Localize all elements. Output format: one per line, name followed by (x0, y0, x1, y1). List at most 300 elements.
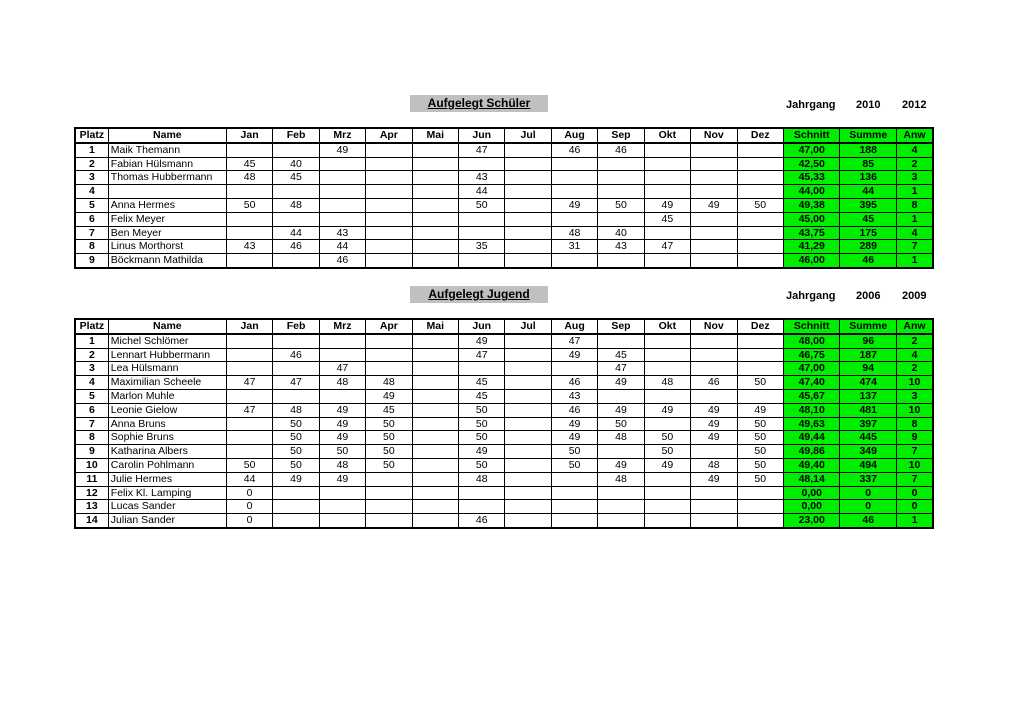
cell-jul (505, 171, 551, 185)
cell-mai (412, 403, 458, 417)
cell-summe: 395 (840, 198, 897, 212)
cell-dez (737, 240, 783, 254)
cell-dez (737, 362, 783, 376)
cell-mai (412, 334, 458, 348)
column-header-sep: Sep (598, 128, 644, 143)
cell-anw: 4 (896, 226, 933, 240)
cell-mrz (319, 486, 365, 500)
cell-dez: 50 (737, 431, 783, 445)
cell-sep (598, 514, 644, 528)
cell-name: Lennart Hubbermann (108, 348, 226, 362)
cell-platz: 9 (75, 254, 108, 268)
cell-dez: 50 (737, 458, 783, 472)
cell-summe: 96 (840, 334, 897, 348)
cell-summe: 44 (840, 185, 897, 199)
cell-nov (691, 389, 737, 403)
cell-mrz (319, 334, 365, 348)
cell-summe: 137 (840, 389, 897, 403)
cell-feb (273, 334, 319, 348)
cell-apr: 49 (366, 389, 412, 403)
cell-nov: 49 (691, 403, 737, 417)
cell-schnitt: 49,86 (783, 445, 840, 459)
cell-nov (691, 226, 737, 240)
table-row (75, 514, 933, 528)
cell-jun: 47 (459, 143, 505, 157)
cell-feb (273, 514, 319, 528)
cell-anw: 4 (896, 348, 933, 362)
cell-anw: 3 (896, 389, 933, 403)
cell-jul (505, 143, 551, 157)
cell-apr (366, 226, 412, 240)
cell-name: Thomas Hubbermann (108, 171, 226, 185)
cell-mai (412, 198, 458, 212)
cell-okt (644, 348, 690, 362)
cell-mai (412, 431, 458, 445)
cell-apr (366, 500, 412, 514)
cell-dez: 50 (737, 472, 783, 486)
cell-jul (505, 348, 551, 362)
table-row (75, 486, 933, 500)
table-header-row (75, 128, 933, 143)
cell-anw: 10 (896, 376, 933, 390)
cell-jun (459, 254, 505, 268)
cell-okt (644, 143, 690, 157)
column-header-summe: Summe (840, 128, 897, 143)
table-row (75, 417, 933, 431)
cell-dez: 50 (737, 376, 783, 390)
cell-mai (412, 226, 458, 240)
cell-aug: 46 (551, 403, 597, 417)
cell-schnitt: 41,29 (783, 240, 840, 254)
cell-mrz (319, 514, 365, 528)
cell-mrz: 43 (319, 226, 365, 240)
cell-name: Felix Kl. Lamping (108, 486, 226, 500)
cell-aug: 31 (551, 240, 597, 254)
cell-jul (505, 226, 551, 240)
table-row (75, 185, 933, 199)
cell-nov (691, 212, 737, 226)
cell-schnitt: 49,38 (783, 198, 840, 212)
column-header-aug: Aug (551, 128, 597, 143)
cell-jan (226, 185, 272, 199)
cell-okt (644, 157, 690, 171)
year-to-jugend: 2009 (902, 290, 927, 302)
cell-okt (644, 334, 690, 348)
cell-jul (505, 500, 551, 514)
cell-name: Lea Hülsmann (108, 362, 226, 376)
cell-sep: 45 (598, 348, 644, 362)
column-header-dez: Dez (737, 128, 783, 143)
cell-okt (644, 362, 690, 376)
cell-platz: 3 (75, 362, 108, 376)
cell-sep (598, 212, 644, 226)
table-row (75, 254, 933, 268)
cell-sep (598, 171, 644, 185)
cell-aug: 46 (551, 143, 597, 157)
cell-jan (226, 226, 272, 240)
cell-dez: 50 (737, 417, 783, 431)
cell-summe: 289 (840, 240, 897, 254)
cell-schnitt: 48,14 (783, 472, 840, 486)
cell-schnitt: 0,00 (783, 486, 840, 500)
cell-anw: 9 (896, 431, 933, 445)
cell-feb: 46 (273, 240, 319, 254)
cell-name: Anna Bruns (108, 417, 226, 431)
cell-aug: 46 (551, 376, 597, 390)
cell-platz: 1 (75, 334, 108, 348)
cell-platz: 2 (75, 157, 108, 171)
cell-jun: 50 (459, 403, 505, 417)
cell-aug (551, 185, 597, 199)
column-header-jul: Jul (505, 319, 551, 334)
cell-mrz: 49 (319, 472, 365, 486)
column-header-jan: Jan (226, 128, 272, 143)
cell-schnitt: 48,00 (783, 334, 840, 348)
cell-okt (644, 417, 690, 431)
table-header-row (75, 319, 933, 334)
cell-jan: 48 (226, 171, 272, 185)
cell-nov (691, 171, 737, 185)
cell-sep (598, 486, 644, 500)
cell-aug (551, 212, 597, 226)
cell-jul (505, 240, 551, 254)
cell-mrz: 49 (319, 431, 365, 445)
cell-anw: 10 (896, 403, 933, 417)
cell-sep (598, 445, 644, 459)
cell-anw: 7 (896, 472, 933, 486)
cell-name: Anna Hermes (108, 198, 226, 212)
cell-jul (505, 445, 551, 459)
cell-sep (598, 185, 644, 199)
cell-mai (412, 185, 458, 199)
table-row (75, 226, 933, 240)
cell-jun: 46 (459, 514, 505, 528)
table-row (75, 334, 933, 348)
cell-jul (505, 403, 551, 417)
cell-nov (691, 445, 737, 459)
cell-dez (737, 226, 783, 240)
cell-aug (551, 362, 597, 376)
cell-mai (412, 362, 458, 376)
cell-aug: 48 (551, 226, 597, 240)
table-row (75, 458, 933, 472)
cell-summe: 46 (840, 514, 897, 528)
cell-platz: 6 (75, 212, 108, 226)
column-header-jun: Jun (459, 319, 505, 334)
results-table-schueler (74, 127, 934, 269)
cell-mrz (319, 212, 365, 226)
cell-aug: 49 (551, 417, 597, 431)
cell-dez (737, 157, 783, 171)
cell-mrz: 50 (319, 445, 365, 459)
column-header-platz: Platz (75, 319, 108, 334)
cell-mai (412, 445, 458, 459)
cell-apr (366, 143, 412, 157)
cell-name: Maik Themann (108, 143, 226, 157)
cell-aug (551, 254, 597, 268)
cell-apr: 50 (366, 431, 412, 445)
cell-jun (459, 500, 505, 514)
cell-okt: 48 (644, 376, 690, 390)
cell-schnitt: 46,75 (783, 348, 840, 362)
cell-platz: 10 (75, 458, 108, 472)
cell-nov (691, 143, 737, 157)
cell-feb: 50 (273, 431, 319, 445)
cell-jan: 0 (226, 514, 272, 528)
cell-platz: 12 (75, 486, 108, 500)
cell-aug: 49 (551, 348, 597, 362)
cell-jun: 49 (459, 334, 505, 348)
cell-sep (598, 389, 644, 403)
cell-summe: 337 (840, 472, 897, 486)
column-header-okt: Okt (644, 319, 690, 334)
cell-anw: 3 (896, 171, 933, 185)
cell-feb: 48 (273, 198, 319, 212)
cell-feb (273, 254, 319, 268)
cell-name: Böckmann Mathilda (108, 254, 226, 268)
cell-feb: 49 (273, 472, 319, 486)
cell-summe: 187 (840, 348, 897, 362)
cell-feb: 47 (273, 376, 319, 390)
cell-nov (691, 348, 737, 362)
cell-feb: 44 (273, 226, 319, 240)
table-row (75, 500, 933, 514)
cell-mai (412, 240, 458, 254)
cell-schnitt: 45,67 (783, 389, 840, 403)
cell-nov: 49 (691, 472, 737, 486)
cell-nov (691, 362, 737, 376)
column-header-platz: Platz (75, 128, 108, 143)
cell-anw: 2 (896, 362, 933, 376)
cell-schnitt: 47,40 (783, 376, 840, 390)
cell-schnitt: 43,75 (783, 226, 840, 240)
cell-okt (644, 226, 690, 240)
cell-nov: 46 (691, 376, 737, 390)
cell-okt (644, 486, 690, 500)
cell-aug (551, 500, 597, 514)
cell-nov: 48 (691, 458, 737, 472)
cell-okt (644, 500, 690, 514)
cell-apr (366, 486, 412, 500)
cell-name: Julie Hermes (108, 472, 226, 486)
cell-mai (412, 376, 458, 390)
cell-name: Leonie Gielow (108, 403, 226, 417)
cell-anw: 1 (896, 514, 933, 528)
column-header-feb: Feb (273, 319, 319, 334)
year-to-schueler: 2012 (902, 99, 927, 111)
cell-okt: 50 (644, 431, 690, 445)
cell-name (108, 185, 226, 199)
cell-mai (412, 458, 458, 472)
cell-aug (551, 514, 597, 528)
cell-apr: 50 (366, 417, 412, 431)
cell-nov (691, 240, 737, 254)
cell-jan (226, 348, 272, 362)
cell-mai (412, 500, 458, 514)
table-row (75, 157, 933, 171)
column-header-name: Name (108, 128, 226, 143)
cell-summe: 349 (840, 445, 897, 459)
column-header-anw: Anw (896, 319, 933, 334)
cell-jul (505, 157, 551, 171)
cell-sep (598, 254, 644, 268)
cell-jun: 43 (459, 171, 505, 185)
cell-mai (412, 472, 458, 486)
cell-feb (273, 212, 319, 226)
cell-jun: 50 (459, 431, 505, 445)
results-table-jugend (74, 318, 934, 529)
cell-platz: 13 (75, 500, 108, 514)
cell-apr: 50 (366, 445, 412, 459)
cell-aug: 50 (551, 445, 597, 459)
cell-okt (644, 389, 690, 403)
cell-jan: 44 (226, 472, 272, 486)
cell-mai (412, 171, 458, 185)
jahrgang-label-jugend: Jahrgang (786, 290, 836, 302)
table-row (75, 240, 933, 254)
cell-dez (737, 500, 783, 514)
cell-jan: 43 (226, 240, 272, 254)
cell-schnitt: 45,33 (783, 171, 840, 185)
cell-schnitt: 45,00 (783, 212, 840, 226)
cell-mai (412, 254, 458, 268)
cell-schnitt: 44,00 (783, 185, 840, 199)
cell-name: Felix Meyer (108, 212, 226, 226)
cell-anw: 2 (896, 157, 933, 171)
cell-summe: 85 (840, 157, 897, 171)
cell-nov (691, 254, 737, 268)
cell-jun: 35 (459, 240, 505, 254)
cell-jan (226, 417, 272, 431)
cell-nov (691, 157, 737, 171)
column-header-okt: Okt (644, 128, 690, 143)
cell-jan: 0 (226, 500, 272, 514)
cell-nov: 49 (691, 431, 737, 445)
cell-jun: 50 (459, 417, 505, 431)
cell-apr: 45 (366, 403, 412, 417)
cell-jan: 50 (226, 198, 272, 212)
cell-apr: 50 (366, 458, 412, 472)
cell-mrz (319, 389, 365, 403)
cell-apr (366, 362, 412, 376)
cell-anw: 4 (896, 143, 933, 157)
cell-nov (691, 334, 737, 348)
cell-name: Ben Meyer (108, 226, 226, 240)
cell-name: Katharina Albers (108, 445, 226, 459)
table-row (75, 445, 933, 459)
cell-nov (691, 486, 737, 500)
cell-jan: 47 (226, 403, 272, 417)
cell-aug: 49 (551, 198, 597, 212)
column-header-mai: Mai (412, 128, 458, 143)
cell-nov (691, 185, 737, 199)
cell-platz: 7 (75, 226, 108, 240)
cell-jun: 50 (459, 198, 505, 212)
cell-feb: 48 (273, 403, 319, 417)
cell-feb: 50 (273, 445, 319, 459)
cell-jan (226, 445, 272, 459)
cell-platz: 2 (75, 348, 108, 362)
cell-anw: 1 (896, 185, 933, 199)
cell-sep: 40 (598, 226, 644, 240)
cell-jun: 45 (459, 376, 505, 390)
cell-anw: 2 (896, 334, 933, 348)
cell-mai (412, 212, 458, 226)
cell-apr (366, 185, 412, 199)
cell-apr (366, 171, 412, 185)
cell-dez (737, 254, 783, 268)
column-header-mrz: Mrz (319, 128, 365, 143)
cell-jun (459, 212, 505, 226)
table-clip-schueler (74, 127, 936, 269)
cell-schnitt: 49,44 (783, 431, 840, 445)
cell-jul (505, 376, 551, 390)
table-clip-jugend (74, 318, 936, 532)
cell-mai (412, 486, 458, 500)
table-row (75, 376, 933, 390)
column-header-jun: Jun (459, 128, 505, 143)
cell-nov: 49 (691, 417, 737, 431)
cell-mrz (319, 348, 365, 362)
cell-feb: 46 (273, 348, 319, 362)
cell-jan (226, 254, 272, 268)
cell-summe: 445 (840, 431, 897, 445)
cell-mrz (319, 171, 365, 185)
column-header-mrz: Mrz (319, 319, 365, 334)
cell-dez (737, 185, 783, 199)
table-row (75, 403, 933, 417)
cell-mrz: 49 (319, 143, 365, 157)
table-row (75, 472, 933, 486)
cell-jul (505, 514, 551, 528)
cell-apr (366, 157, 412, 171)
cell-summe: 0 (840, 486, 897, 500)
cell-apr (366, 212, 412, 226)
cell-okt: 49 (644, 198, 690, 212)
cell-okt (644, 171, 690, 185)
cell-sep: 50 (598, 417, 644, 431)
cell-dez (737, 486, 783, 500)
cell-okt (644, 185, 690, 199)
cell-mrz (319, 157, 365, 171)
cell-anw: 7 (896, 240, 933, 254)
cell-feb (273, 143, 319, 157)
cell-okt (644, 472, 690, 486)
cell-platz: 3 (75, 171, 108, 185)
cell-sep: 50 (598, 198, 644, 212)
cell-jan (226, 389, 272, 403)
cell-dez: 50 (737, 198, 783, 212)
cell-jul (505, 431, 551, 445)
cell-feb: 45 (273, 171, 319, 185)
cell-platz: 5 (75, 389, 108, 403)
cell-jul (505, 458, 551, 472)
cell-mai (412, 157, 458, 171)
cell-apr (366, 472, 412, 486)
year-from-schueler: 2010 (856, 99, 881, 111)
cell-jun (459, 362, 505, 376)
cell-anw: 1 (896, 254, 933, 268)
year-from-jugend: 2006 (856, 290, 881, 302)
cell-summe: 45 (840, 212, 897, 226)
cell-summe: 481 (840, 403, 897, 417)
cell-mrz: 46 (319, 254, 365, 268)
cell-anw: 7 (896, 445, 933, 459)
cell-jan: 45 (226, 157, 272, 171)
jahrgang-label-schueler: Jahrgang (786, 99, 836, 111)
cell-jun: 48 (459, 472, 505, 486)
cell-anw: 0 (896, 500, 933, 514)
